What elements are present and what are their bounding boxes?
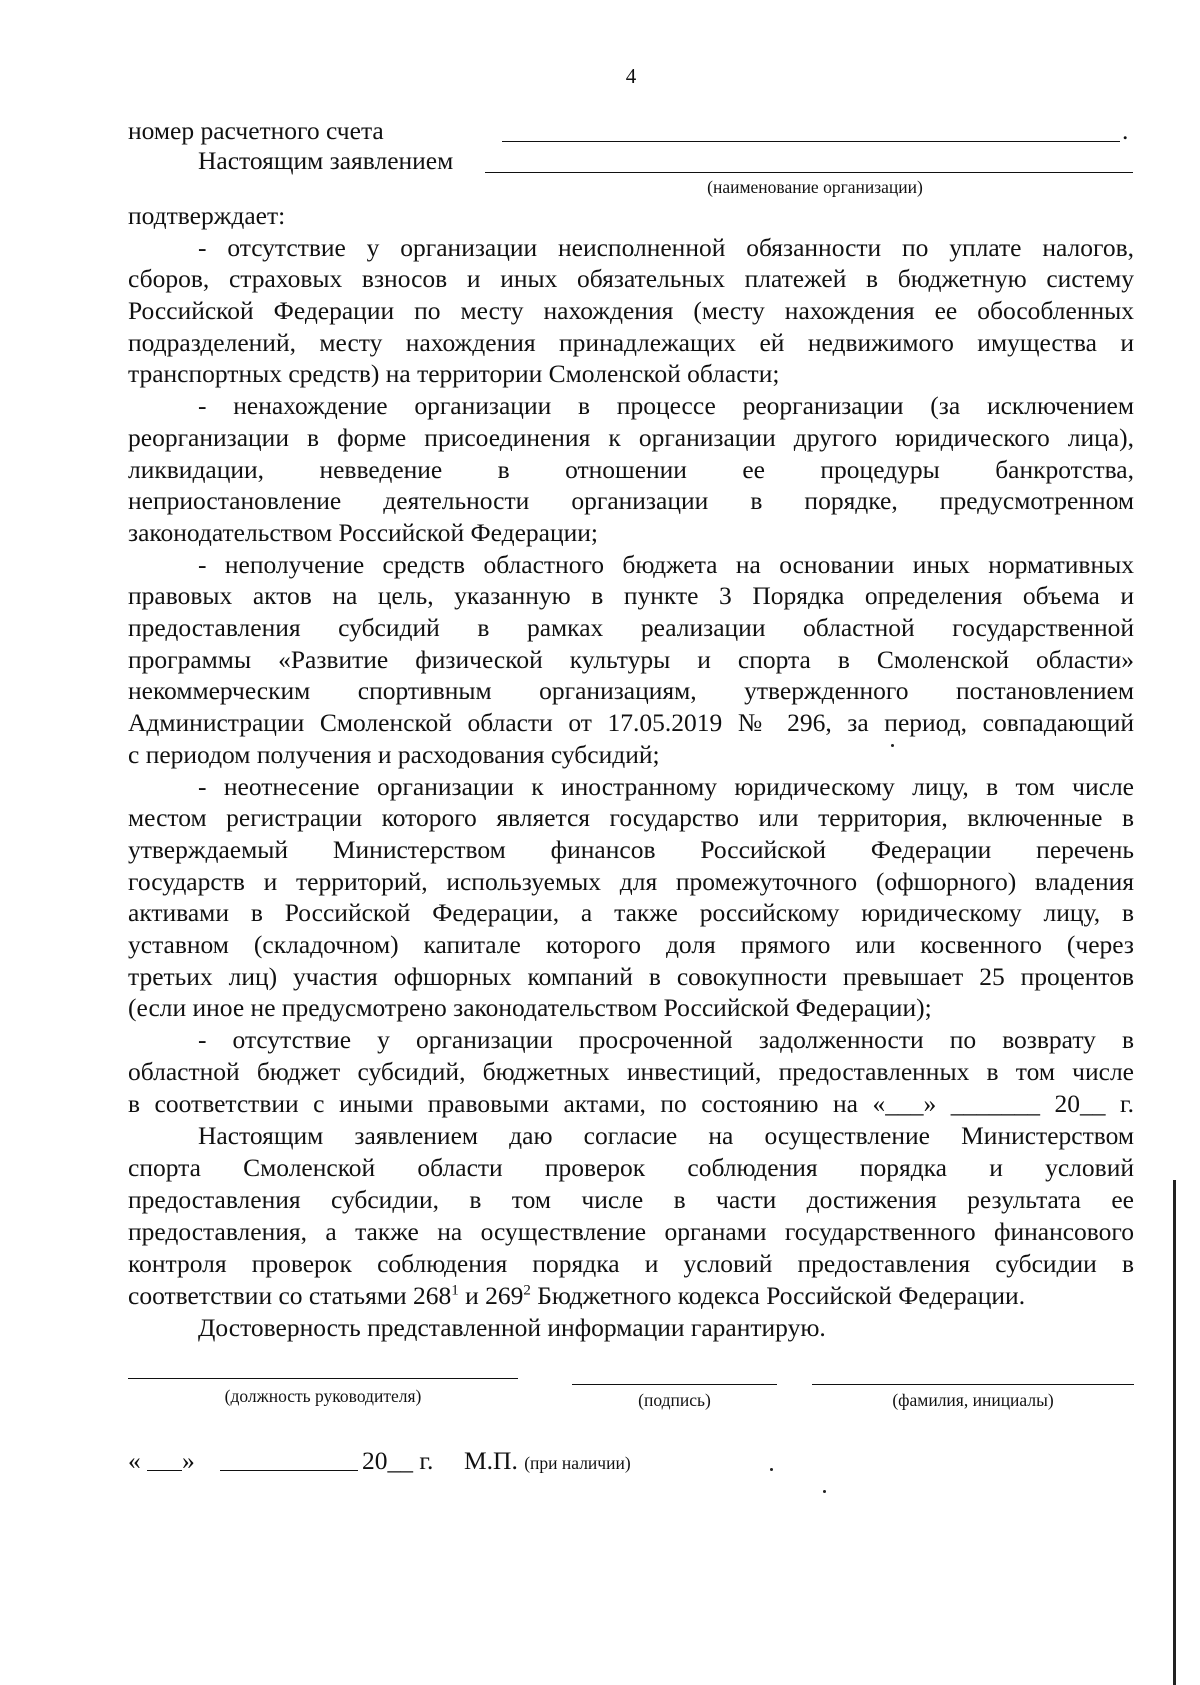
p4-line: местом регистрации которого является государство или территория, включенные в [128,803,1134,832]
p3-line: Администрации Смоленской области от 17.05.2019 № 296, за период, совпадающий [128,708,1134,737]
p5-line: областной бюджет субсидий, бюджетных инвестиций, предоставленных в том числе [128,1057,1134,1086]
p1-line: сборов, страховых взносов и иных обязательных платежей в бюджетную систему [128,264,1134,293]
p6-line: Настоящим заявлением даю согласие на осуществление Министерством [198,1121,1134,1150]
p2-line: реорганизации в форме присоединения к организации другого юридического лица), [128,423,1134,452]
p1-line: Российской Федерации по месту нахождения (месту нахождения ее обособленных [128,296,1134,325]
p4-line: утверждаемый Министерством финансов Российской Федерации перечень [128,835,1134,864]
date-year: 20__ г. [362,1446,434,1475]
p1-line: - отсутствие у организации неисполненной обязанности по уплате налогов, [198,233,1134,262]
p4-line: - неотнесение организации к иностранному юридическому лицу, в том числе [198,772,1134,801]
p3-line: с периодом получения и расходования субсидий; [128,740,660,769]
p6-line: предоставления субсидии, в том числе в части достижения результата ее [128,1185,1134,1214]
p6-line: предоставления, а также на осуществление органами государственного финансового [128,1217,1134,1246]
p5-line: в соответствии с иными правовыми актами, по состоянию на «___» _______ 20__ г. [128,1089,1134,1118]
p4-line: государств и территорий, используемых для промежуточного (офшорного) владения [128,867,1134,896]
position-blank [128,1378,518,1379]
guarantee-statement: Достоверность представленной информации гарантирую. [198,1313,826,1342]
account-number-blank [502,141,1120,142]
p5-line: - отсутствие у организации просроченной задолженности по возврату в [198,1025,1134,1054]
organization-name-blank [485,172,1133,173]
p6-line: спорта Смоленской области проверок соблюдения порядка и условий [128,1153,1134,1182]
scan-speck [891,744,894,747]
statement-label: Настоящим заявлением [198,146,454,175]
p4-line: (если иное не предусмотрено законодательством Российской Федерации); [128,993,932,1022]
name-caption: (фамилия, инициалы) [892,1390,1054,1410]
date-month-blank [220,1470,358,1471]
p4-line: третьих лиц) участия офшорных компаний в совокупности превышает 25 процентов [128,962,1134,991]
stamp-label: М.П. (при наличии) [464,1446,631,1475]
p1-line: подразделений, месту нахождения принадлежащих ей недвижимого имущества и [128,328,1134,357]
p3-line: - неполучение средств областного бюджета на основании иных нормативных [198,550,1134,579]
name-blank [812,1384,1134,1385]
p3-line: программы «Развитие физической культуры и спорта в Смоленской области» [128,645,1134,674]
position-caption: (должность руководителя) [224,1386,422,1406]
date-quote-close: » [182,1446,195,1475]
page-edge-line [1173,1180,1176,1685]
page-number: 4 [625,64,637,88]
p3-line: некоммерческим спортивным организациям, утвержденного постановлением [128,676,1134,705]
signature-caption: (подпись) [638,1390,711,1410]
organization-name-caption: (наименование организации) [707,177,923,197]
date-quote-open: « [128,1446,141,1475]
p6-last-line: соответствии со статьями $268^1$ и $269^2$ Бюджетного кодекса Российской Федерации. [128,1281,1026,1310]
p3-line: предоставления субсидий в рамках реализации областной государственной [128,613,1134,642]
p2-line: - ненахождение организации в процессе реорганизации (за исключением [198,391,1134,420]
account-period: . [1122,116,1129,145]
p4-line: активами в Российской Федерации, а также российскому юридическому лицу, в [128,898,1134,927]
p1-line: транспортных средств) на территории Смоленской области; [128,359,780,388]
confirms-label: подтверждает: [128,201,286,230]
p2-line: неприостановление деятельности организации в порядке, предусмотренном [128,486,1134,515]
scan-speck [823,1490,826,1493]
p2-line: законодательством Российской Федерации; [128,518,599,547]
date-day-blank [147,1470,182,1471]
p6-line: контроля проверок соблюдения порядка и условий предоставления субсидии в [128,1249,1134,1278]
p2-line: ликвидации, невведение в отношении ее процедуры банкротства, [128,455,1134,484]
scan-speck [770,1468,773,1471]
account-number-label: номер расчетного счета [128,116,384,145]
signature-blank [572,1384,777,1385]
p3-line: правовых актов на цель, указанную в пункте 3 Порядка определения объема и [128,581,1134,610]
p4-line: уставном (складочном) капитале которого доля прямого или косвенного (через [128,930,1134,959]
